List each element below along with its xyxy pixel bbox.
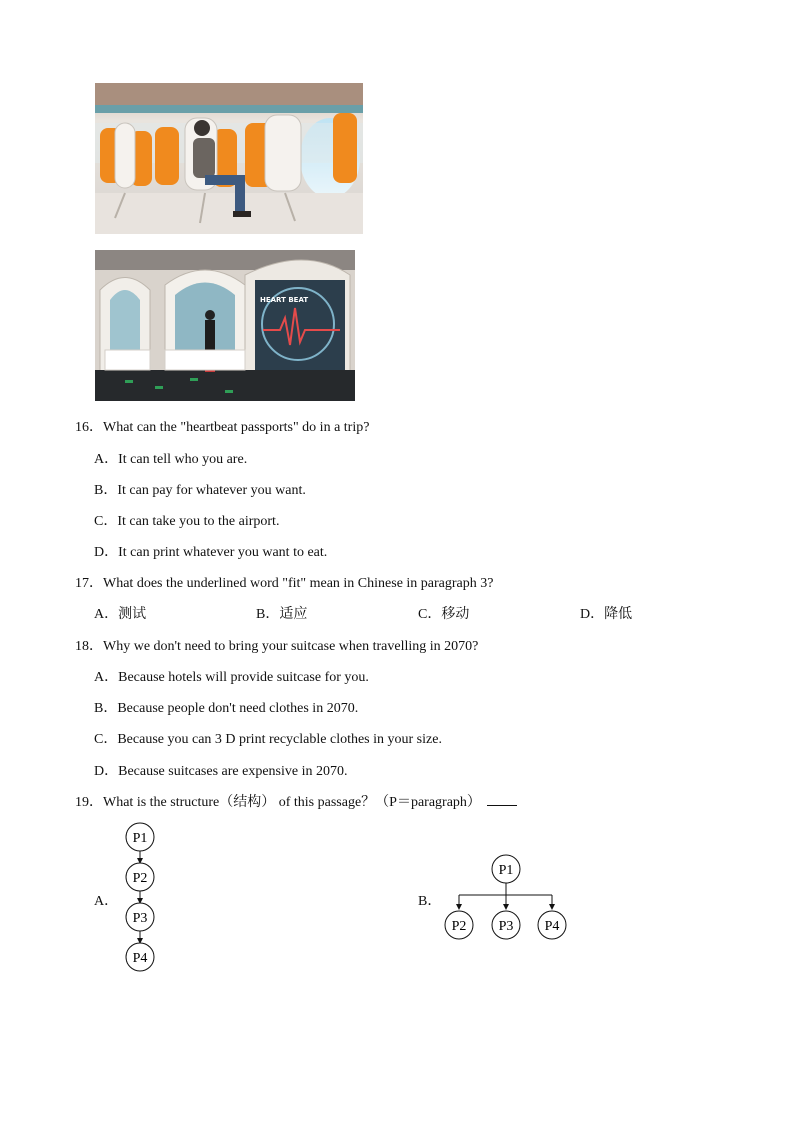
option-text: 适应 <box>279 607 308 622</box>
question-18 <box>75 635 478 655</box>
node-p4 <box>126 943 154 971</box>
svg-text:P1: P1 <box>498 863 514 878</box>
option-text: 移动 <box>441 607 470 622</box>
option-16-c[interactable] <box>94 510 279 530</box>
option-letter: B． <box>256 607 280 622</box>
svg-text:P4: P4 <box>544 919 560 934</box>
option-text: Because hotels will provide suitcase for you. <box>118 670 369 685</box>
option-17-b[interactable] <box>256 603 307 623</box>
svg-text:P3: P3 <box>132 911 148 926</box>
option-letter: C． <box>418 607 442 622</box>
option-letter: D． <box>94 764 119 779</box>
question-text: What is the structure（结构） of this passage？（P＝paragraph） <box>103 795 481 810</box>
svg-text:P2: P2 <box>132 871 148 886</box>
option-text: Because suitcases are expensive in 2070. <box>118 764 348 779</box>
option-text: It can take you to the airport. <box>117 514 280 529</box>
option-18-d[interactable] <box>94 760 348 780</box>
node-p1 <box>492 855 520 883</box>
question-text: Why we don't need to bring your suitcase when travelling in 2070? <box>103 639 479 654</box>
question-19 <box>75 791 517 811</box>
option-18-b[interactable] <box>94 697 358 717</box>
node-p2 <box>126 863 154 891</box>
option-text: 测试 <box>118 607 147 622</box>
option-17-d[interactable] <box>580 603 632 623</box>
question-number: 18． <box>75 639 103 654</box>
svg-text:P1: P1 <box>132 831 148 846</box>
svg-text:HEART BEAT: HEART BEAT <box>260 296 309 304</box>
node-p1 <box>126 823 154 851</box>
answer-blank[interactable] <box>487 793 517 806</box>
option-letter: D． <box>580 607 605 622</box>
option-18-c[interactable] <box>94 728 442 748</box>
heartbeat-passport-image <box>95 250 355 401</box>
structure-diagram-b <box>438 852 573 942</box>
option-text: 降低 <box>604 607 633 622</box>
option-letter: C． <box>94 514 118 529</box>
node-p3 <box>492 911 520 939</box>
option-text: It can tell who you are. <box>118 452 248 467</box>
node-p4 <box>538 911 566 939</box>
option-letter: D． <box>94 545 119 560</box>
question-number: 16． <box>75 420 103 435</box>
option-letter: A． <box>94 452 119 467</box>
option-18-a[interactable] <box>94 666 369 686</box>
option-text: It can pay for whatever you want. <box>117 483 306 498</box>
option-letter: C． <box>94 732 118 747</box>
question-17 <box>75 572 493 592</box>
option-19-a-label[interactable]: A． <box>94 894 119 909</box>
airplane-cabin-image <box>95 83 363 234</box>
option-letter: B． <box>94 483 118 498</box>
option-text: Because people don't need clothes in 2070. <box>117 701 359 716</box>
option-16-a[interactable] <box>94 448 247 468</box>
question-number: 17． <box>75 576 103 591</box>
question-text: What does the underlined word "fit" mean in Chinese in paragraph 3? <box>103 576 494 591</box>
question-text: What can the "heartbeat passports" do in a trip? <box>103 420 370 435</box>
node-p3 <box>126 903 154 931</box>
option-16-b[interactable] <box>94 479 306 499</box>
svg-text:P3: P3 <box>498 919 514 934</box>
structure-diagram-a <box>120 820 160 975</box>
option-letter: B． <box>94 701 118 716</box>
option-text: Because you can 3 D print recyclable clothes in your size. <box>117 732 442 747</box>
option-letter: A． <box>94 670 119 685</box>
svg-text:P2: P2 <box>451 919 467 934</box>
option-17-a[interactable] <box>94 603 146 623</box>
question-16 <box>75 416 369 436</box>
option-17-c[interactable] <box>418 603 469 623</box>
option-text: It can print whatever you want to eat. <box>118 545 328 560</box>
option-16-d[interactable] <box>94 541 327 561</box>
option-19-b-label[interactable]: B． <box>418 894 442 909</box>
node-p2 <box>445 911 473 939</box>
question-number: 19． <box>75 795 103 810</box>
svg-text:P4: P4 <box>132 951 148 966</box>
option-letter: A． <box>94 607 119 622</box>
